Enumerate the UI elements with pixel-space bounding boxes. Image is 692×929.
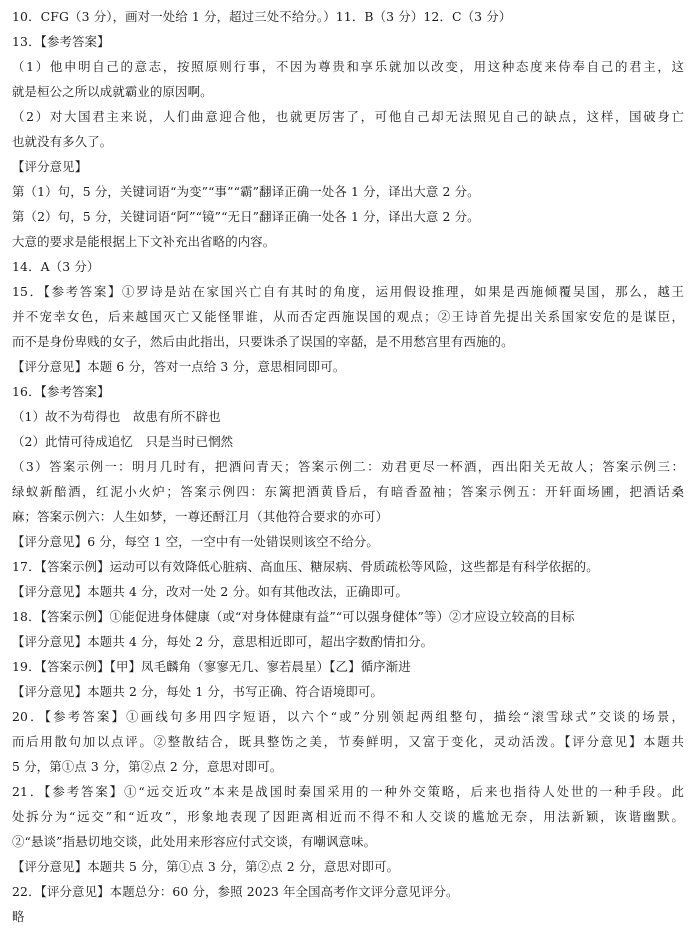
- text-line: 17．【答案示例】运动可以有效降低心脏病、高血压、糖尿病、骨质疏松等风险，这些都是有科学依据的。: [12, 559, 599, 574]
- text-line: 22．【评分意见】本题总分：60 分，参照 2023 年全国高考作文评分意见评分。: [12, 884, 459, 899]
- text-line: 【评分意见】本题共 5 分，第①点 3 分，第②点 2 分，意思对即可。: [12, 859, 400, 874]
- text-line: 19．【答案示例】【甲】凤毛麟角（寥寥无几、寥若晨星）【乙】循序渐进: [12, 659, 411, 674]
- text-line: 5 分，第①点 3 分，第②点 2 分，意思对即可。: [12, 759, 283, 774]
- text-line: 【评分意见】本题共 2 分，每处 1 分，书写正确、符合语境即可。: [12, 684, 384, 699]
- text-line: （1）他申明自己的意志，按照原则行事，不因为尊贵和享乐就加以改变，用这种态度来侍奉自己的君主，这: [12, 59, 684, 74]
- text-line: （2）对大国君主来说，人们曲意迎合他，也就更厉害了，可他自己却无法照见自己的缺点，这样，国破身亡: [12, 109, 684, 124]
- text-line: （3）答案示例一：明月几时有，把酒问青天；答案示例二：劝君更尽一杯酒，西出阳关无故人；答案示例三：: [12, 459, 684, 474]
- text-line: 20．【参考答案】①画线句多用四字短语，以六个“或”分别领起两组整句，描绘“滚雪球式”交谈的场景，: [12, 709, 684, 724]
- text-line: 第（1）句，5 分，关键词语“为变”“事”“霸”翻译正确一处各 1 分，译出大意 2 分。: [12, 184, 480, 199]
- text-line: 10．CFG（3 分），画对一处给 1 分，超过三处不给分。）11．B（3 分）12．C（3 分）: [12, 9, 512, 24]
- text-line: 并不宠幸女色，后来越国灭亡又能怪罪谁，从而否定西施误国的观点；②王诗首先提出关系国家安危的是谋臣，: [12, 309, 684, 324]
- text-line: 16．【参考答案】: [12, 384, 110, 399]
- text-line: （2）此情可待成追忆 只是当时已惘然: [12, 434, 234, 449]
- text-line: 【评分意见】6 分，每空 1 空，一空中有一处错误则该空不给分。: [12, 534, 379, 549]
- text-line: 14．A（3 分）: [12, 259, 100, 274]
- text-line: 绿蚁新醅酒，红泥小火炉；答案示例四：东篱把酒黄昏后，有暗香盈袖；答案示例五：开轩面场圃，把酒话桑: [12, 484, 684, 499]
- text-line: 【评分意见】本题 6 分，答对一点给 3 分，意思相同即可。: [12, 359, 346, 374]
- text-line: （1）故不为苟得也 故患有所不辟也: [12, 409, 221, 424]
- text-line: 21．【参考答案】①“远交近攻”本来是战国时秦国采用的一种外交策略，后来也指待人处世的一种手段。此: [12, 784, 684, 799]
- text-line: 13．【参考答案】: [12, 34, 110, 49]
- text-line: 也就没有多久了。: [12, 134, 113, 149]
- text-line: 18．【答案示例】①能促进身体健康（或“对身体健康有益”“可以强身健体”等）②才应设立较高的目标: [12, 609, 575, 624]
- text-line: 麻；答案示例六：人生如梦，一尊还酹江月（其他符合要求的亦可）: [12, 509, 389, 524]
- text-line: ②“悬谈”指悬切地交谈，此处用来形容应付式交谈，有嘲讽意味。: [12, 834, 377, 849]
- text-line: 大意的要求是能根据上下文补充出省略的内容。: [12, 234, 276, 249]
- text-line: 就是桓公之所以成就霸业的原因啊。: [12, 84, 213, 99]
- text-line: 略: [12, 909, 25, 924]
- text-line: 15．【参考答案】①罗诗是站在家国兴亡自有其时的角度，运用假设推理，如果是西施倾覆吴国，那么，越王: [12, 284, 684, 299]
- text-line: 而后用散句加以点评。②整散结合，既具整饬之美，节奏鲜明，又富于变化，灵动活泼。【评分意见】本题共: [12, 734, 684, 749]
- text-line: 【评分意见】本题共 4 分，每处 2 分，意思相近即可，超出字数酌情扣分。: [12, 634, 434, 649]
- text-line: 第（2）句，5 分，关键词语“阿”“镜”“无日”翻译正确一处各 1 分，译出大意 2 分。: [12, 209, 480, 224]
- text-line: 【评分意见】: [12, 159, 88, 174]
- text-line: 处拆分为“远交”和“近攻”，形象地表现了因距离相近而不得不和人交谈的尴尬无奈，用法新颖，诙谐幽默。: [12, 809, 684, 824]
- text-line: 【评分意见】本题共 4 分，改对一处 2 分。如有其他改法，正确即可。: [12, 584, 409, 599]
- text-line: 而不是身份卑贱的女子，然后由此指出，只要诛杀了误国的宰嚭，是不用愁宫里有西施的。: [12, 334, 514, 349]
